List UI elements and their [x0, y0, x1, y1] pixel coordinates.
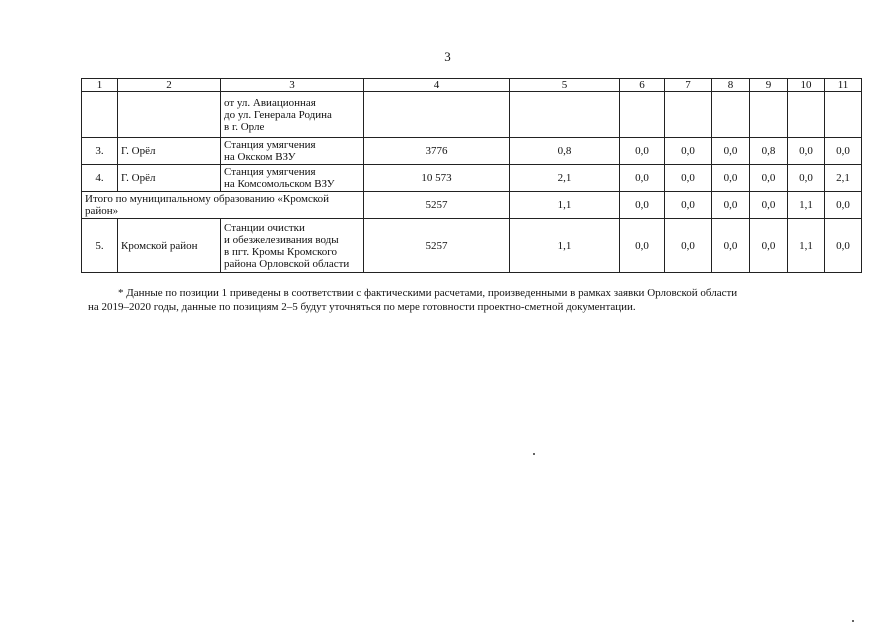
- table-row: [82, 138, 862, 165]
- table-row: [82, 219, 862, 273]
- header-cell: 6: [620, 79, 665, 92]
- cell-c6: 0,0: [620, 165, 665, 192]
- cell-object: [221, 165, 364, 192]
- cell-c10: 0,0: [788, 138, 825, 165]
- cell-c11: 0,0: [825, 192, 862, 219]
- total-label: Итого по муниципальному образованию «Кромской район»: [82, 192, 364, 219]
- cell-c11: 0,0: [825, 219, 862, 273]
- cell-c5: 0,8: [510, 138, 620, 165]
- cell-c5: 1,1: [510, 219, 620, 273]
- object-line: Станции очистки: [224, 221, 305, 234]
- cell-object: [221, 92, 364, 138]
- cell-c10: 1,1: [788, 219, 825, 273]
- object-line: в г. Орле: [224, 120, 265, 133]
- cell-c8: 0,0: [712, 219, 750, 273]
- object-line: на Окском ВЗУ: [224, 151, 296, 163]
- cell-c7: 0,0: [665, 138, 712, 165]
- cell-object: [221, 138, 364, 165]
- header-cell: 7: [665, 79, 712, 92]
- table-header-row: [82, 79, 862, 92]
- cell-c8: 0,0: [712, 138, 750, 165]
- header-cell: 9: [750, 79, 788, 92]
- cell-c9: 0,0: [750, 219, 788, 273]
- object-line: Станция умягчения: [224, 139, 316, 151]
- header-cell: 1: [82, 79, 118, 92]
- footnote-line: * Данные по позиции 1 приведены в соответствии с фактическими расчетами, произведенными в рамках заявки Орловской области: [118, 287, 738, 299]
- header-cell: 3: [221, 79, 364, 92]
- cell-c11: 2,1: [825, 165, 862, 192]
- cell-no: [82, 92, 118, 138]
- cell-c7: 0,0: [665, 219, 712, 273]
- table-row: [82, 92, 862, 138]
- cell-c6: 0,0: [620, 192, 665, 219]
- cell-object: [221, 219, 364, 273]
- footnote-line: на 2019–2020 годы, данные по позициям 2–5 будут уточняться по мере готовности проектно-сметной документации.: [88, 301, 636, 313]
- object-line: и обезжелезивания воды: [224, 233, 339, 246]
- cell-c4: 10 573: [364, 165, 510, 192]
- object-line: на Комсомольском ВЗУ: [224, 178, 335, 190]
- cell-c4: [364, 92, 510, 138]
- object-line: от ул. Авиационная: [224, 96, 316, 109]
- cell-region: Г. Орёл: [118, 165, 221, 192]
- cell-c5: [510, 92, 620, 138]
- cell-c9: [750, 92, 788, 138]
- cell-c4: 5257: [364, 219, 510, 273]
- header-cell: 4: [364, 79, 510, 92]
- cell-c6: 0,0: [620, 219, 665, 273]
- cell-c8: [712, 92, 750, 138]
- object-line: Станция умягчения: [224, 166, 316, 178]
- cell-c10: 1,1: [788, 192, 825, 219]
- total-row: [82, 192, 862, 219]
- cell-c4: 5257: [364, 192, 510, 219]
- cell-region: [118, 92, 221, 138]
- cell-c6: 0,0: [620, 138, 665, 165]
- cell-c6: [620, 92, 665, 138]
- header-cell: 2: [118, 79, 221, 92]
- cell-c5: 2,1: [510, 165, 620, 192]
- table-row: [82, 165, 862, 192]
- cell-c7: 0,0: [665, 192, 712, 219]
- footnote: [88, 286, 850, 314]
- header-cell: 8: [712, 79, 750, 92]
- cell-no: 5.: [82, 219, 118, 273]
- header-cell: 10: [788, 79, 825, 92]
- cell-no: 4.: [82, 165, 118, 192]
- cell-no: 3.: [82, 138, 118, 165]
- cell-region: Кромской район: [118, 219, 221, 273]
- header-cell: 11: [825, 79, 862, 92]
- cell-c9: 0,8: [750, 138, 788, 165]
- cell-c9: 0,0: [750, 192, 788, 219]
- cell-c9: 0,0: [750, 165, 788, 192]
- data-table: [81, 78, 862, 273]
- cell-c8: 0,0: [712, 165, 750, 192]
- header-cell: 5: [510, 79, 620, 92]
- cell-c10: 0,0: [788, 165, 825, 192]
- cell-c11: 0,0: [825, 138, 862, 165]
- cell-c10: [788, 92, 825, 138]
- scan-speck: [852, 620, 854, 622]
- cell-c8: 0,0: [712, 192, 750, 219]
- object-line: до ул. Генерала Родина: [224, 108, 332, 121]
- cell-c7: [665, 92, 712, 138]
- cell-c7: 0,0: [665, 165, 712, 192]
- scan-speck: [533, 453, 535, 455]
- object-line: района Орловской области: [224, 257, 350, 270]
- cell-region: Г. Орёл: [118, 138, 221, 165]
- cell-c4: 3776: [364, 138, 510, 165]
- cell-c11: [825, 92, 862, 138]
- page-number: 3: [444, 49, 451, 64]
- cell-c5: 1,1: [510, 192, 620, 219]
- object-line: в пгт. Кромы Кромского: [224, 245, 338, 258]
